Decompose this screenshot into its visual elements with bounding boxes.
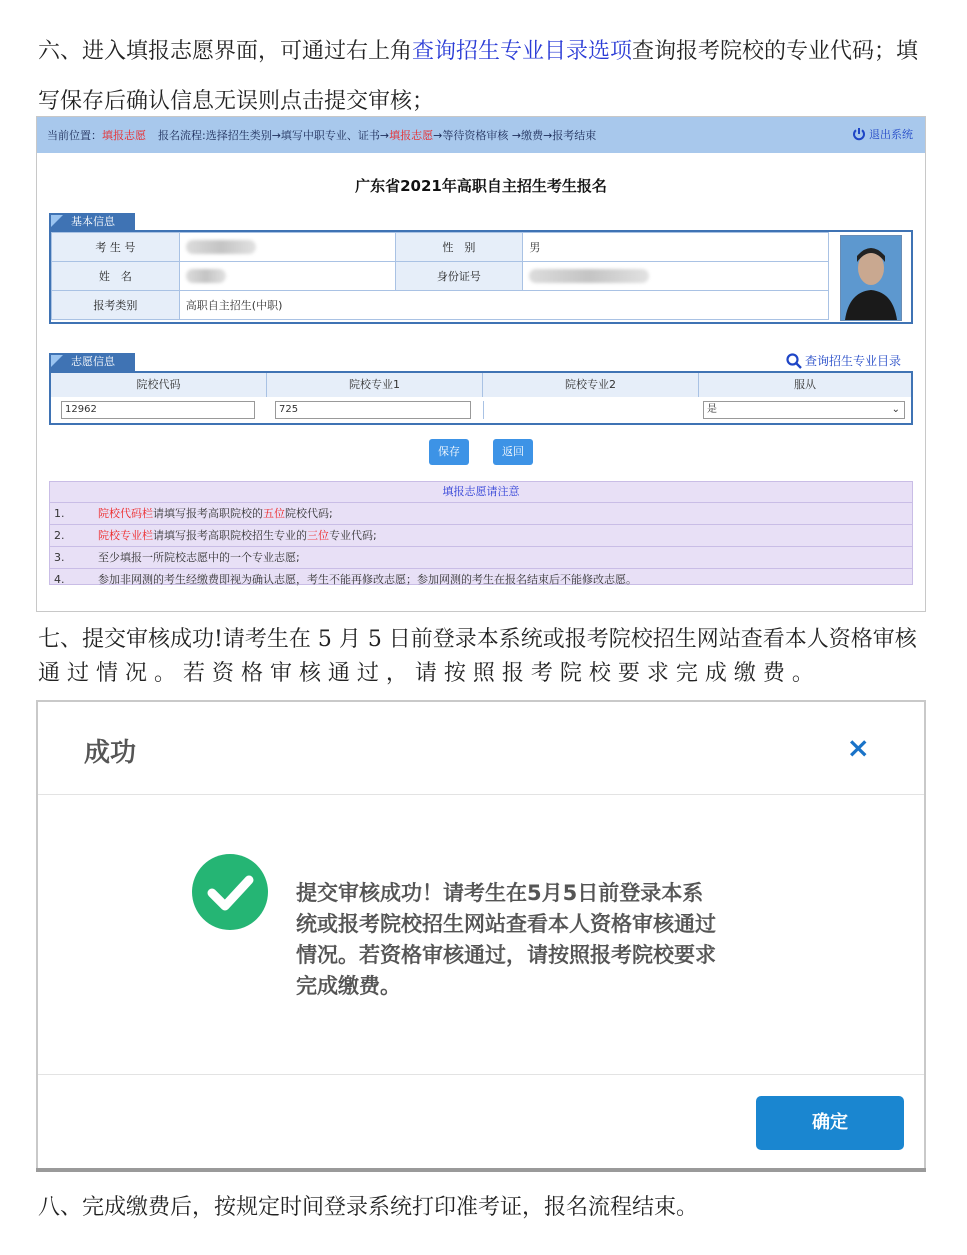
step6-text-suffix: 查询报考院校的专业代码；填 — [632, 39, 919, 64]
exam-no-value — [179, 233, 395, 262]
note-highlight: 院校专业栏 — [98, 529, 153, 542]
close-icon[interactable]: × — [846, 731, 870, 764]
col-obey: 服从 — [699, 373, 911, 397]
col-school-code: 院校代码 — [51, 373, 267, 397]
search-catalog-link[interactable] — [786, 352, 901, 369]
name-label: 姓 名 — [52, 262, 180, 291]
save-button[interactable]: 保存 — [429, 439, 469, 465]
note-text: 参加非网测的考生经缴费即视为确认志愿，考生不能再修改志愿；参加网测的考生在报名结束后不能修改志愿。 — [98, 573, 637, 586]
note-text: 至少填报一所院校志愿中的一个专业志愿; — [98, 551, 300, 564]
note-row — [50, 547, 912, 569]
choice-info-tab: 志愿信息 — [49, 353, 135, 371]
note-text: 请填写报考高职院校招生专业的 — [153, 529, 307, 542]
major2-input[interactable] — [483, 401, 699, 419]
category-value: 高职自主招生(中职) — [179, 291, 828, 320]
search-catalog-label: 查询招生专业目录 — [804, 354, 901, 368]
flow-prefix: 报名流程:选择招生类别→填写中职专业、证书→ — [158, 129, 390, 142]
step6-paragraph-line1 — [38, 34, 918, 65]
person-photo-icon — [841, 236, 901, 320]
note-highlight: 五位 — [263, 507, 285, 520]
power-icon — [852, 127, 866, 141]
note-text: 请填写报考高职院校的 — [153, 507, 263, 520]
name-value — [179, 262, 395, 291]
dialog-message: 提交审核成功！请考生在5月5日前登录本系 统或报考院校招生网站查看本人资格审核通过 情况。若资格审核通过，请按照报考院校要求 完成缴费。 — [296, 881, 716, 998]
note-row — [50, 503, 912, 525]
notes-box — [49, 481, 913, 585]
dialog-divider — [38, 794, 924, 795]
success-dialog — [36, 700, 926, 1170]
note-text: 院校代码; — [285, 507, 333, 520]
major1-input[interactable]: 725 — [275, 401, 471, 419]
step6-paragraph-line2: 写保存后确认信息无误则点击提交审核； — [38, 89, 435, 114]
confirm-button[interactable]: 确定 — [756, 1096, 904, 1150]
choice-table — [49, 371, 913, 425]
note-row — [50, 569, 912, 590]
checkmark-icon — [192, 854, 268, 930]
success-check-icon — [192, 854, 268, 930]
applicant-photo — [840, 235, 902, 321]
obey-select-value: 是 — [707, 404, 717, 415]
id-no-label: 身份证号 — [395, 262, 523, 291]
notes-title: 填报志愿请注意 — [50, 482, 912, 503]
note-highlight: 院校代码栏 — [98, 507, 153, 520]
dialog-divider — [38, 1074, 924, 1075]
exam-no-label: 考 生 号 — [52, 233, 180, 262]
obey-select[interactable] — [703, 401, 905, 419]
location-bar — [37, 117, 925, 153]
step6-highlight: 查询招生专业目录选项 — [412, 39, 633, 64]
logout-link[interactable] — [852, 126, 913, 142]
flow-suffix: →等待资格审核 →缴费→报考结束 — [433, 129, 597, 142]
gender-label: 性 别 — [395, 233, 523, 262]
note-highlight: 三位 — [307, 529, 329, 542]
category-label: 报考类别 — [52, 291, 180, 320]
search-icon — [786, 353, 802, 369]
col-major2: 院校专业2 — [483, 373, 699, 397]
note-text: 专业代码; — [329, 529, 377, 542]
step7-paragraph-line2: 通 过 情 况 。 若 资 格 审 核 通 过 ， 请 按 照 报 考 院 校 要 求 完 成 缴 费 。 — [38, 661, 814, 686]
form-title: 广东省2021年高职自主招生考生报名 — [355, 177, 607, 195]
note-number: 4. — [54, 573, 65, 586]
basic-info-tab: 基本信息 — [49, 213, 135, 231]
gender-value: 男 — [523, 233, 829, 262]
note-number: 3. — [54, 551, 65, 564]
flow-current: 填报志愿 — [389, 129, 434, 142]
step7-paragraph-line1: 七、提交审核成功!请考生在 5 月 5 日前登录本系统或报考院校招生网站查看本人资格审核 — [38, 627, 917, 652]
logout-label: 退出系统 — [869, 128, 913, 141]
basic-info-table — [51, 232, 829, 320]
chevron-down-icon: ⌄ — [891, 404, 900, 415]
note-row — [50, 525, 912, 547]
dialog-shadow — [36, 1168, 926, 1172]
dialog-title: 成功 — [84, 738, 137, 768]
location-label: 当前位置： — [47, 129, 102, 142]
application-form-screenshot — [36, 116, 926, 612]
note-number: 2. — [54, 529, 65, 542]
school-code-input[interactable]: 12962 — [61, 401, 255, 419]
col-major1: 院校专业1 — [267, 373, 483, 397]
step6-text: 六、进入填报志愿界面，可通过右上角 — [38, 39, 413, 64]
id-no-value — [523, 262, 829, 291]
location-current: 填报志愿 — [102, 129, 146, 142]
step8-paragraph: 八、完成缴费后，按规定时间登录系统打印准考证，报名流程结束。 — [38, 1195, 699, 1220]
back-button[interactable]: 返回 — [493, 439, 533, 465]
note-number: 1. — [54, 507, 65, 520]
